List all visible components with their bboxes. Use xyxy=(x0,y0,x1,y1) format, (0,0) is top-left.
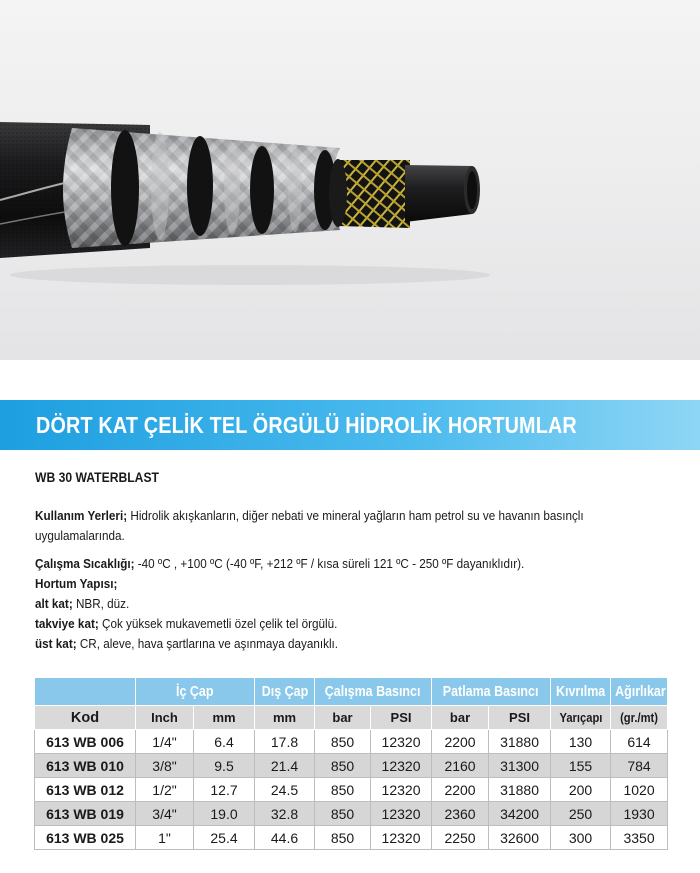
header-mm: mm xyxy=(194,706,255,730)
cell-dis-mm: 21.4 xyxy=(255,754,315,778)
cell-pat-bar: 2250 xyxy=(432,826,489,850)
header-yaricap-label: Yarıçapı xyxy=(559,710,602,725)
cell-mm: 6.4 xyxy=(194,730,255,754)
inner-layer-line xyxy=(35,594,611,614)
section-banner xyxy=(0,400,700,450)
header-agirlik-label: Ağırlıkar xyxy=(615,683,666,700)
structure-label: Hortum Yapısı; xyxy=(35,576,118,591)
header-ic-cap-label: İç Çap xyxy=(176,683,214,700)
cell-inch: 1/2" xyxy=(136,778,194,802)
cell-weight: 784 xyxy=(611,754,668,778)
cell-pat-psi: 34200 xyxy=(489,802,551,826)
inner-layer-label: alt kat; xyxy=(35,596,73,611)
header-inch: Inch xyxy=(136,706,194,730)
header-ic-cap xyxy=(136,678,255,706)
header-grmt-label: (gr./mt) xyxy=(620,710,658,725)
cell-cal-bar: 850 xyxy=(315,778,371,802)
header-cal-psi: PSI xyxy=(371,706,432,730)
cell-dis-mm: 17.8 xyxy=(255,730,315,754)
cell-kod: 613 WB 019 xyxy=(35,802,136,826)
cell-cal-psi: 12320 xyxy=(371,802,432,826)
header-cal-bar: bar xyxy=(315,706,371,730)
outer-layer-label: üst kat; xyxy=(35,636,77,651)
cell-kod: 613 WB 010 xyxy=(35,754,136,778)
reinforcement-label: takviye kat; xyxy=(35,616,99,631)
inner-layer-text: NBR, düz. xyxy=(72,596,130,611)
usage-label: Kullanım Yerleri; xyxy=(35,508,128,523)
model-name: WB 30 WATERBLAST xyxy=(35,470,159,485)
cell-inch: 1" xyxy=(136,826,194,850)
cell-kod: 613 WB 012 xyxy=(35,778,136,802)
cell-mm: 9.5 xyxy=(194,754,255,778)
header-agirlik xyxy=(611,678,668,706)
header-yaricap xyxy=(551,706,611,730)
table-row xyxy=(35,754,668,778)
cell-weight: 3350 xyxy=(611,826,668,850)
header-pat-psi: PSI xyxy=(489,706,551,730)
temperature-label: Çalışma Sıcaklığı; xyxy=(35,556,135,571)
header-calisma xyxy=(315,678,432,706)
cell-pat-bar: 2160 xyxy=(432,754,489,778)
cell-cal-bar: 850 xyxy=(315,730,371,754)
reinforcement-text: Çok yüksek mukavemetli özel çelik tel örgülü. xyxy=(98,616,338,631)
cell-cal-psi: 12320 xyxy=(371,826,432,850)
cell-radius: 155 xyxy=(551,754,611,778)
cell-dis-mm: 44.6 xyxy=(255,826,315,850)
temperature-line xyxy=(35,554,611,574)
table-group-header xyxy=(35,678,668,706)
cell-cal-bar: 850 xyxy=(315,826,371,850)
cell-radius: 130 xyxy=(551,730,611,754)
cell-cal-bar: 850 xyxy=(315,802,371,826)
cell-cal-psi: 12320 xyxy=(371,730,432,754)
structure-heading xyxy=(35,574,611,594)
cell-weight: 1930 xyxy=(611,802,668,826)
header-calisma-label: Çalışma Basıncı xyxy=(325,683,421,700)
header-grmt xyxy=(611,706,668,730)
cell-cal-bar: 850 xyxy=(315,754,371,778)
spec-table xyxy=(34,677,668,850)
reinforcement-line xyxy=(35,614,611,634)
cell-kod: 613 WB 006 xyxy=(35,730,136,754)
cell-weight: 1020 xyxy=(611,778,668,802)
cell-cal-psi: 12320 xyxy=(371,754,432,778)
cell-inch: 3/4" xyxy=(136,802,194,826)
header-dis-cap-label: Dış Çap xyxy=(261,683,308,700)
header-dis-cap xyxy=(255,678,315,706)
product-description xyxy=(35,470,675,654)
section-title: DÖRT KAT ÇELİK TEL ÖRGÜLÜ HİDROLİK HORTUMLAR xyxy=(36,412,577,438)
cell-radius: 300 xyxy=(551,826,611,850)
header-kivrilma-label: Kıvrılma xyxy=(555,683,606,700)
cell-pat-psi: 31300 xyxy=(489,754,551,778)
temperature-text: -40 ºC , +100 ºC (-40 ºF, +212 ºF / kısa süreli 121 ºC - 250 ºF dayanıklıdır). xyxy=(134,556,525,571)
header-dis-mm: mm xyxy=(255,706,315,730)
cell-pat-bar: 2200 xyxy=(432,730,489,754)
header-kivrilma xyxy=(551,678,611,706)
cell-pat-bar: 2360 xyxy=(432,802,489,826)
header-empty-cell xyxy=(35,678,136,706)
table-sub-header xyxy=(35,706,668,730)
cell-weight: 614 xyxy=(611,730,668,754)
cell-radius: 250 xyxy=(551,802,611,826)
cell-cal-psi: 12320 xyxy=(371,778,432,802)
cell-mm: 25.4 xyxy=(194,826,255,850)
cell-dis-mm: 24.5 xyxy=(255,778,315,802)
outer-layer-line xyxy=(35,634,611,654)
table-row xyxy=(35,802,668,826)
header-patlama-label: Patlama Basıncı xyxy=(443,683,539,700)
table-row xyxy=(35,778,668,802)
cell-kod: 613 WB 025 xyxy=(35,826,136,850)
outer-layer-text: CR, aleve, hava şartlarına ve aşınmaya dayanıklı. xyxy=(76,636,339,651)
hose-illustration xyxy=(0,0,700,360)
cell-pat-psi: 31880 xyxy=(489,778,551,802)
cell-inch: 1/4" xyxy=(136,730,194,754)
cell-inch: 3/8" xyxy=(136,754,194,778)
cell-mm: 12.7 xyxy=(194,778,255,802)
cell-pat-psi: 31880 xyxy=(489,730,551,754)
table-row xyxy=(35,826,668,850)
product-image xyxy=(0,0,700,360)
header-pat-bar: bar xyxy=(432,706,489,730)
table-row xyxy=(35,730,668,754)
cell-pat-psi: 32600 xyxy=(489,826,551,850)
header-kod: Kod xyxy=(35,706,136,730)
usage-text: Hidrolik akışkanların, diğer nebati ve mineral yağların ham petrol su ve havanın basınçlı uygulamalarında. xyxy=(35,508,584,543)
header-patlama xyxy=(432,678,551,706)
cell-radius: 200 xyxy=(551,778,611,802)
cell-dis-mm: 32.8 xyxy=(255,802,315,826)
usage-paragraph xyxy=(35,506,620,546)
cell-pat-bar: 2200 xyxy=(432,778,489,802)
cell-mm: 19.0 xyxy=(194,802,255,826)
